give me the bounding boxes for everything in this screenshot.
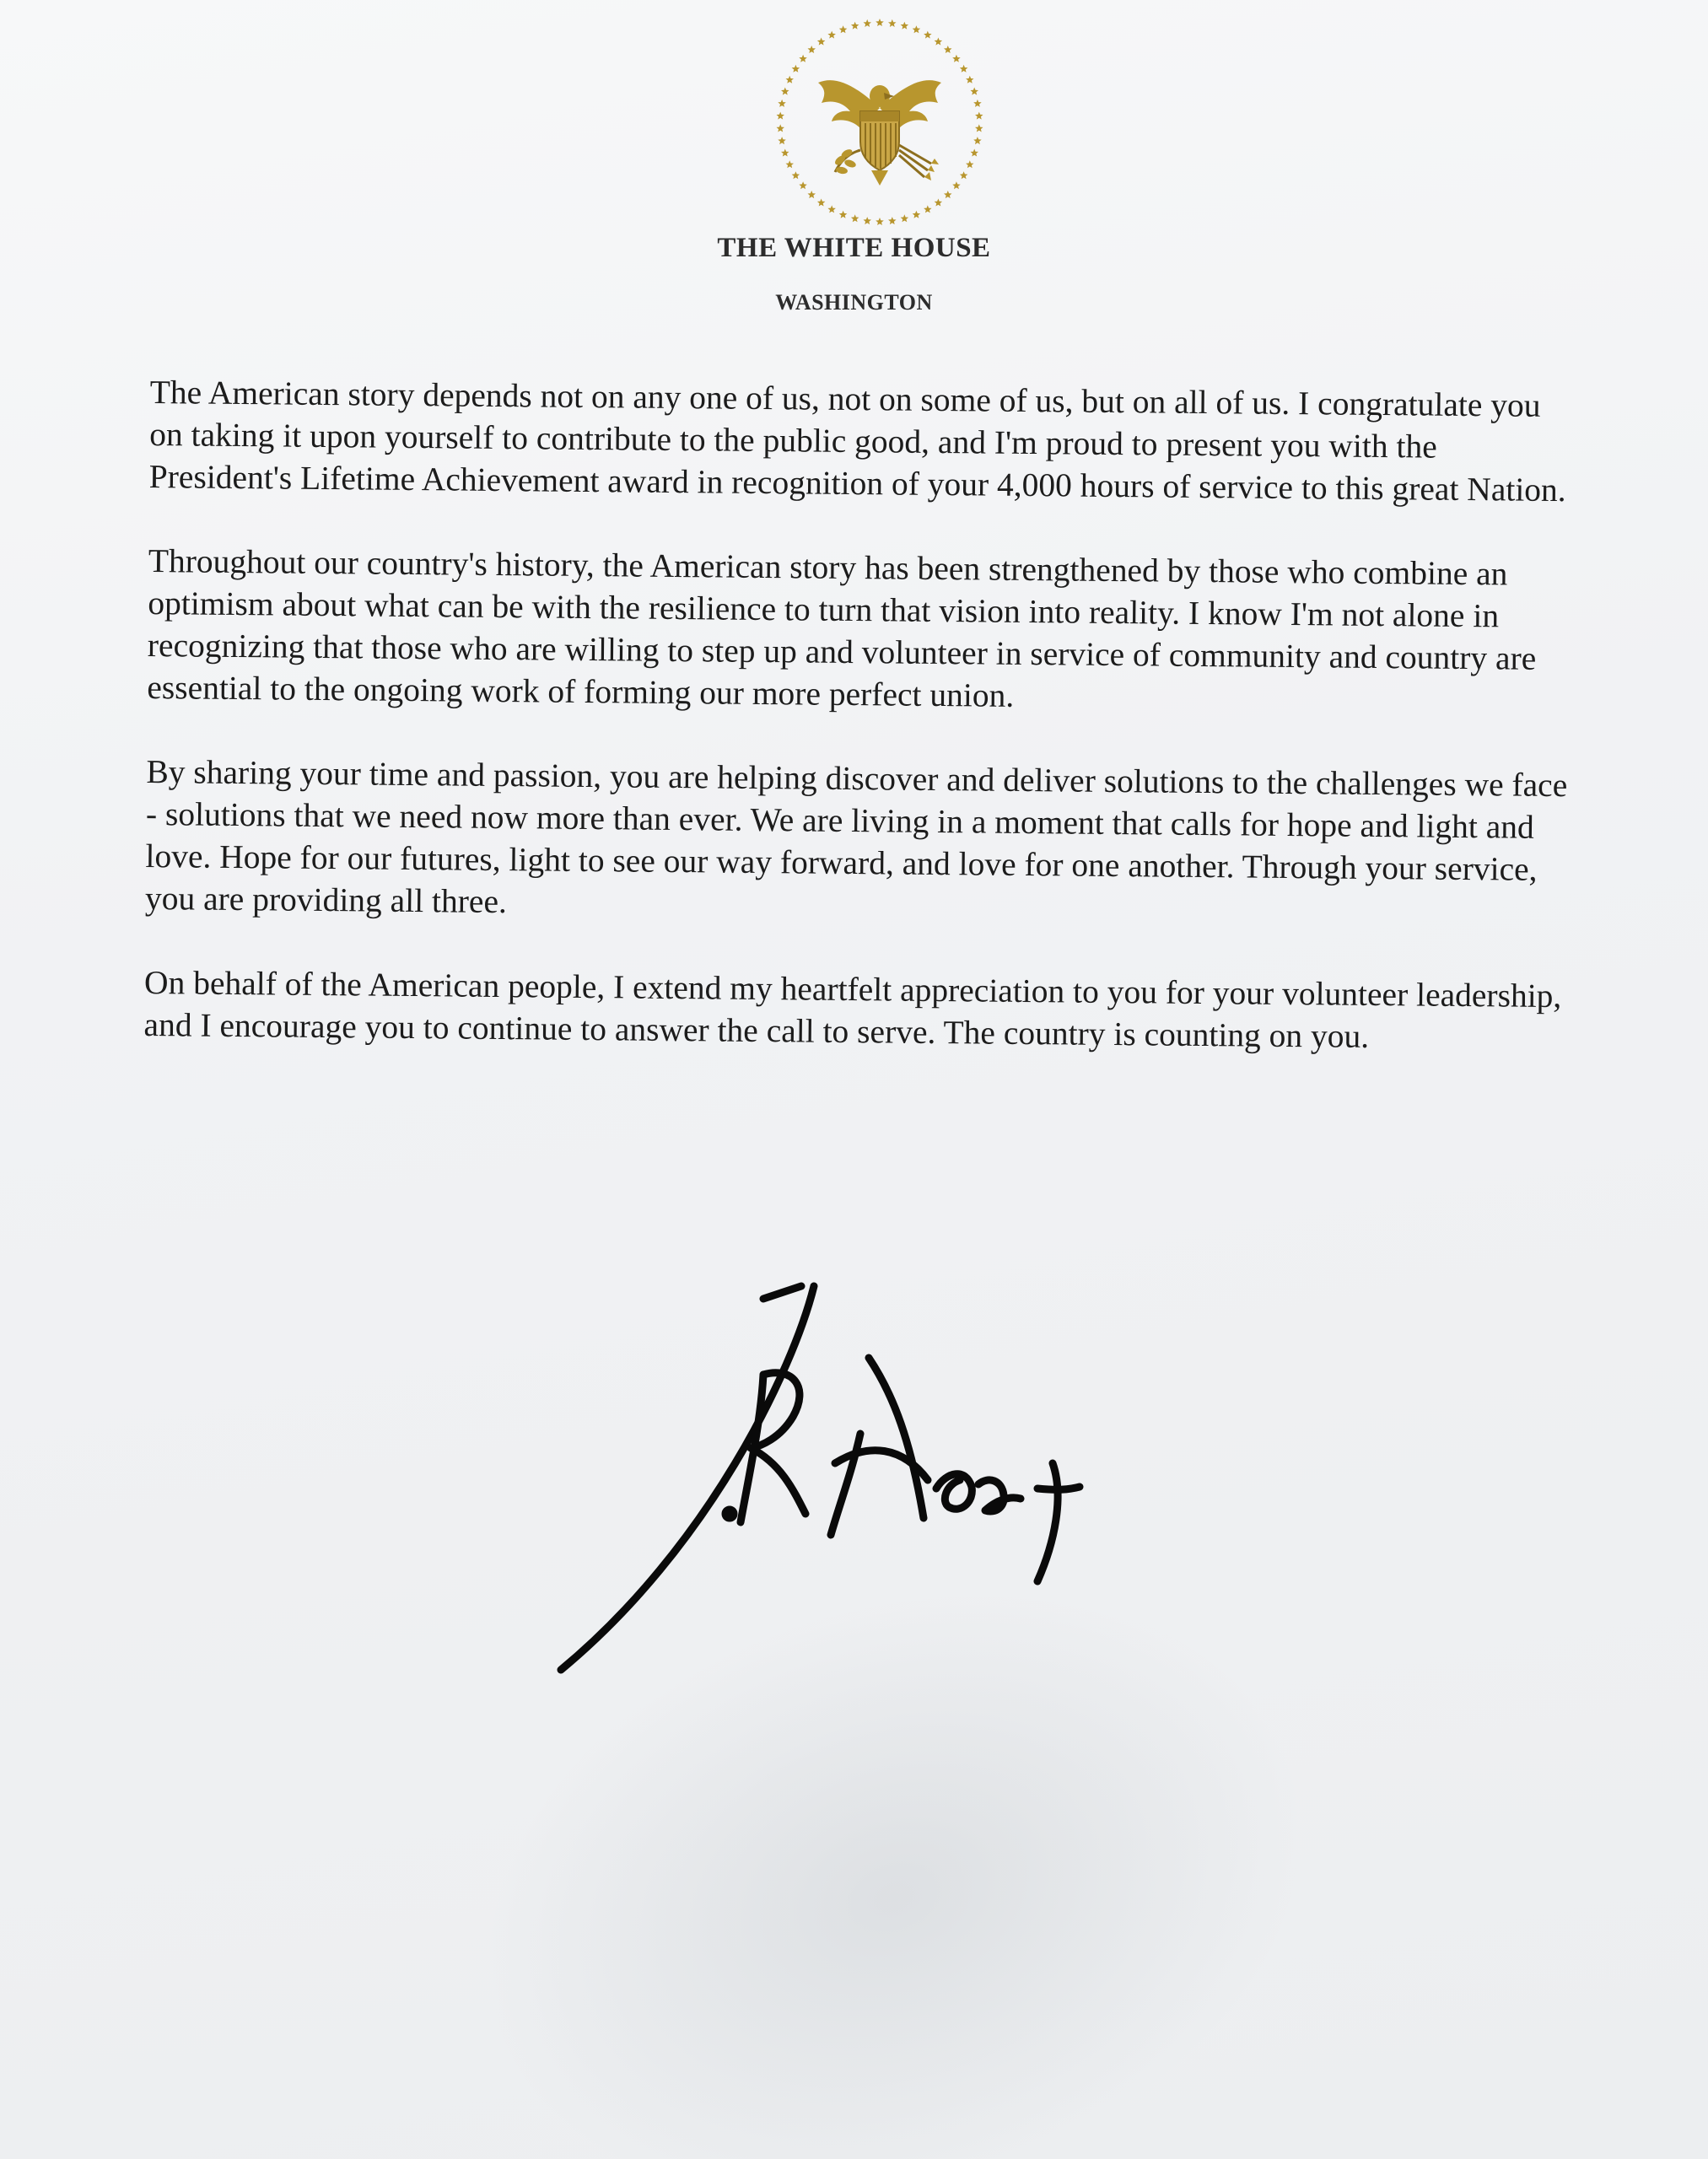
letter-paragraph: By sharing your time and passion, you are helping discover and deliver solutions to the challenges we face - solutions that we need now more than ever. We are living in a moment that calls for hope and light and love. Hope for our futures, light to see our way forward, and love for one another. Through your service, you are providing all three. <box>144 752 1568 921</box>
seal-star-icon <box>913 211 921 218</box>
seal-star-icon <box>973 100 982 107</box>
letterhead-subtitle: WASHINGTON <box>775 290 933 315</box>
seal-star-icon <box>839 25 848 33</box>
seal-star-icon <box>913 25 921 33</box>
seal-star-icon <box>808 46 816 53</box>
seal-star-icon <box>817 199 826 207</box>
seal-star-icon <box>924 31 932 39</box>
seal-star-icon <box>966 76 974 83</box>
seal-star-icon <box>971 149 979 157</box>
letter-paragraph: The American story depends not on any one of us, not on some of us, but on all of us. I congratulate you on taking it upon yourself to contribute to the public good, and I'm proud to present you with the President's Lifetime Achievement award in recognition of your 4,000 hours of service to this great Nation. <box>148 373 1566 509</box>
seal-star-icon <box>778 100 786 107</box>
seal-star-icon <box>781 88 789 95</box>
seal-star-icon <box>888 217 897 224</box>
seal-star-icon <box>960 65 968 73</box>
seal-star-icon <box>944 191 952 198</box>
presidential-seal-icon <box>766 8 994 236</box>
seal-star-icon <box>808 191 816 198</box>
seal-star-icon <box>973 137 982 144</box>
seal-star-icon <box>924 205 932 213</box>
seal-star-icon <box>935 199 943 207</box>
seal-star-icon <box>799 55 807 62</box>
seal-star-icon <box>777 124 785 132</box>
seal-star-icon <box>864 19 872 27</box>
seal-star-icon <box>935 38 943 46</box>
seal-star-icon <box>827 205 836 213</box>
seal-star-icon <box>901 22 909 30</box>
seal-star-icon <box>975 112 983 120</box>
seal-star-icon <box>839 211 848 218</box>
seal-star-icon <box>781 149 789 157</box>
seal-star-icon <box>876 218 884 225</box>
seal-star-icon <box>971 88 979 95</box>
seal-star-icon <box>792 65 800 73</box>
seal-star-icon <box>876 19 884 26</box>
seal-star-icon <box>799 181 807 189</box>
letterhead-title: THE WHITE HOUSE <box>717 233 991 263</box>
seal-star-icon <box>952 181 961 189</box>
seal-star-icon <box>778 137 786 144</box>
letter-body <box>143 371 1576 1101</box>
seal-star-icon <box>817 38 826 46</box>
seal-star-icon <box>901 214 909 222</box>
seal-star-icon <box>786 76 795 83</box>
seal-star-icon <box>960 171 968 179</box>
seal-star-icon <box>944 46 952 53</box>
seal-star-icon <box>851 214 859 222</box>
handwritten-signature-icon <box>540 1269 1130 1691</box>
letter-paragraph: On behalf of the American people, I extend my heartfelt appreciation to you for your volunteer leadership, and I encourage you to continue to answer the call to serve. The country is counting on you. <box>143 963 1562 1055</box>
seal-star-icon <box>851 22 859 30</box>
letter-paragraph: Throughout our country's history, the American story has been strengthened by those who combine an optimism about what can be with the resilience to turn that vision into reality. I know I'm not alone in recognizing that those who are willing to step up and volunteer in service of community and country are essential to the ongoing work of forming our more perfect union. <box>147 541 1537 714</box>
seal-star-icon <box>952 55 961 62</box>
seal-star-icon <box>786 160 795 168</box>
seal-star-icon <box>777 112 785 120</box>
seal-star-icon <box>827 31 836 39</box>
seal-star-icon <box>975 124 983 132</box>
seal-star-icon <box>888 19 897 27</box>
seal-star-icon <box>864 217 872 224</box>
seal-star-icon <box>792 171 800 179</box>
seal-star-icon <box>966 160 974 168</box>
